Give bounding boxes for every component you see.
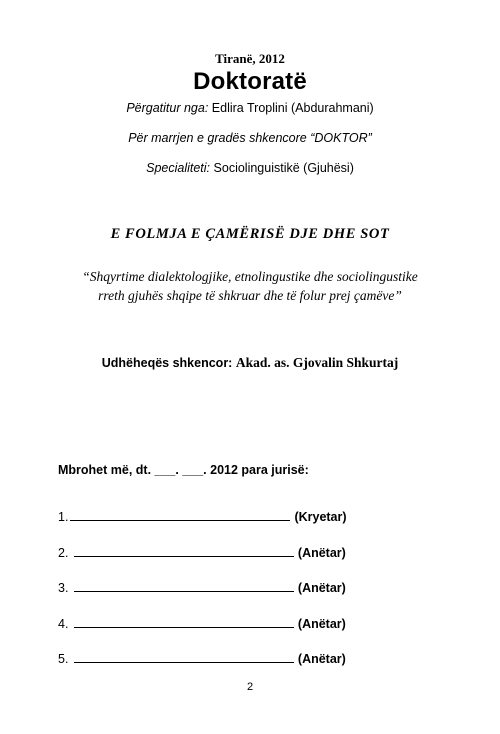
- committee-number: 3.: [58, 581, 72, 595]
- thesis-subtitle-line: rreth gjuhës shqipe të shkruar dhe të folur prej çamëve”: [98, 288, 402, 303]
- prepared-by: [0, 101, 500, 115]
- committee-row: [58, 612, 458, 631]
- committee-number: 2.: [58, 545, 72, 560]
- page-number: 2: [246, 681, 254, 693]
- thesis-subtitle: [0, 267, 500, 305]
- committee-number: 5.: [58, 652, 72, 666]
- committee-list: [58, 505, 458, 683]
- committee-role: (Anëtar): [297, 545, 346, 560]
- place-date: Tiranë, 2012: [215, 51, 285, 66]
- supervisor: [0, 355, 500, 371]
- specialty-label: Specialiteti:: [146, 161, 211, 175]
- prepared-by-label: Përgatitur nga:: [126, 101, 209, 115]
- committee-row: [58, 541, 458, 560]
- signature-line: [74, 661, 294, 663]
- author-name: Edlira Troplini (Abdurahmani): [211, 101, 374, 115]
- committee-row: [58, 647, 458, 666]
- committee-number: 4.: [58, 616, 72, 631]
- defense-line: Mbrohet më, dt. ___. ___. 2012 para jurisë:: [58, 463, 309, 477]
- thesis-title: E FOLMJA E ÇAMËRISË DJE DHE SOT: [110, 226, 390, 242]
- degree-line: Për marrjen e gradës shkencore “DOKTOR”: [128, 131, 372, 145]
- thesis-subtitle-line: “Shqyrtime dialektologjike, etnolingustike dhe sociolingustike: [82, 269, 418, 284]
- committee-row: [58, 505, 458, 524]
- document-type-title: Doktoratë: [193, 68, 307, 95]
- committee-row: [58, 576, 458, 595]
- supervisor-label: Udhëheqës shkencor:: [101, 356, 233, 370]
- signature-line: [74, 626, 294, 628]
- signature-line: [70, 519, 290, 521]
- committee-role: (Anëtar): [297, 581, 346, 595]
- specialty-value: Sociolinguistikë (Gjuhësi): [213, 161, 354, 175]
- committee-number: 1.: [58, 510, 69, 524]
- supervisor-name: Akad. as. Gjovalin Shkurtaj: [235, 355, 399, 370]
- signature-line: [74, 555, 294, 557]
- committee-role: (Anëtar): [297, 652, 346, 666]
- committee-role: (Kryetar): [294, 510, 347, 524]
- signature-line: [74, 590, 294, 592]
- specialty: [0, 161, 500, 175]
- committee-role: (Anëtar): [297, 616, 346, 631]
